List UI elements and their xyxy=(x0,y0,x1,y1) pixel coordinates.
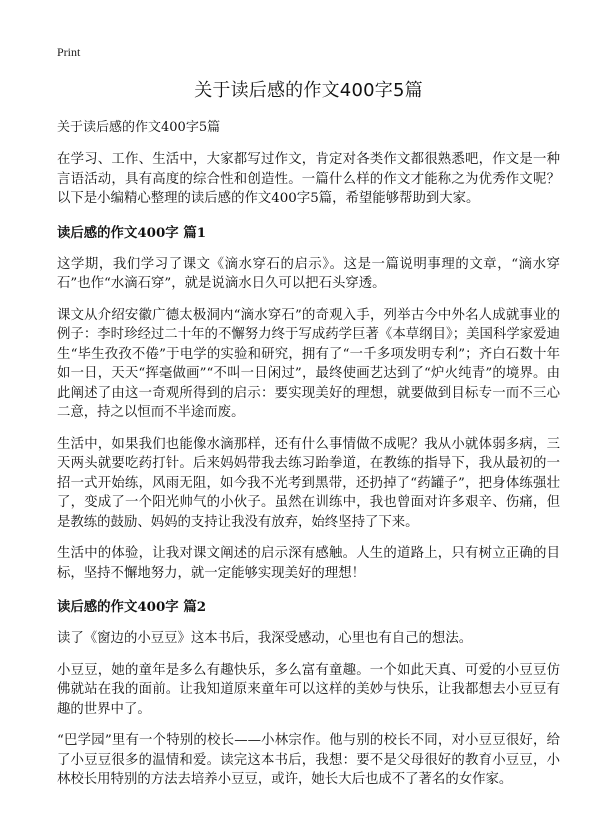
section-1-paragraph-1: 这学期，我们学习了课文《滴水穿石的启示》。这是一篇说明事理的文章，“滴水穿石”也作“水滴石穿”，就是说滴水日久可以把石头穿透。 xyxy=(57,256,560,291)
section-1-paragraph-4: 生活中的体验，让我对课文阐述的启示深有感触。人生的道路上，只有树立正确的目标，坚持不懈地努力，就一定能够实现美好的理想！ xyxy=(57,546,560,581)
section-2-paragraph-3: “巴学园”里有一个特别的校长——小林宗作。他与别的校长不同，对小豆豆很好，给了小豆豆很多的温情和爱。读完这本书后，我想：要不是父母很好的教育小豆豆，小林校长用特别的方法去培养小豆豆，或许，她长大后也成不了著名的女作家。 xyxy=(57,733,560,787)
section-2-paragraph-1: 读了《窗边的小豆豆》这本书后，我深受感动，心里也有自己的想法。 xyxy=(57,631,473,646)
section-1-paragraph-2: 课文从介绍安徽广德太极洞内“滴水穿石”的奇观入手，列举古今中外名人成就事业的例子：李时珍经过二十年的不懈努力终于写成药学巨著《本草纲目》；美国科学家爱迪生“毕生孜孜不倦”于电学的实验和研究，拥有了“一千多项发明专利”；齐白石数十年如一日，天天“挥毫做画”“不叫一日闲过”，最终使画艺达到了“炉火纯青”的境界。由此阐述了由这一奇观所得到的启示：要实现美好的理想，就要做到目标专一而不三心二意，持之以恒而不半途而废。 xyxy=(57,307,560,420)
document-subtitle: 关于读后感的作文400字5篇 xyxy=(57,120,221,135)
section-2-heading: 读后感的作文400字 篇2 xyxy=(57,599,207,615)
print-link[interactable]: Print xyxy=(57,45,81,59)
section-1-paragraph-3: 生活中，如果我们也能像水滴那样，还有什么事情做不成呢？我从小就体弱多病，三天两头就要吃药打针。后来妈妈带我去练习跆拳道，在教练的指导下，我从最初的一招一式开始练，风雨无阻，如今我不光考到黑带，还扔掉了“药罐子”，把身体练强壮了，变成了一个阳光帅气的小伙子。虽然在训练中，我也曾面对许多艰辛、伤痛，但是教练的鼓励、妈妈的支持让我没有放弃，始终坚持了下来。 xyxy=(57,436,560,530)
intro-paragraph: 在学习、工作、生活中，大家都写过作文，肯定对各类作文都很熟悉吧，作文是一种言语活动，具有高度的综合性和创造性。一篇什么样的作文才能称之为优秀作文呢？以下是小编精心整理的读后感的作文400字5篇，希望能够帮助到大家。 xyxy=(57,152,560,206)
section-2-paragraph-2: 小豆豆，她的童年是多么有趣快乐，多么富有童趣。一个如此天真、可爱的小豆豆仿佛就站在我的面前。让我知道原来童年可以这样的美妙与快乐，让我都想去小豆豆有趣的世界中了。 xyxy=(57,662,560,717)
page-title: 关于读后感的作文400字5篇 xyxy=(194,80,423,101)
section-1-heading: 读后感的作文400字 篇1 xyxy=(57,224,207,241)
